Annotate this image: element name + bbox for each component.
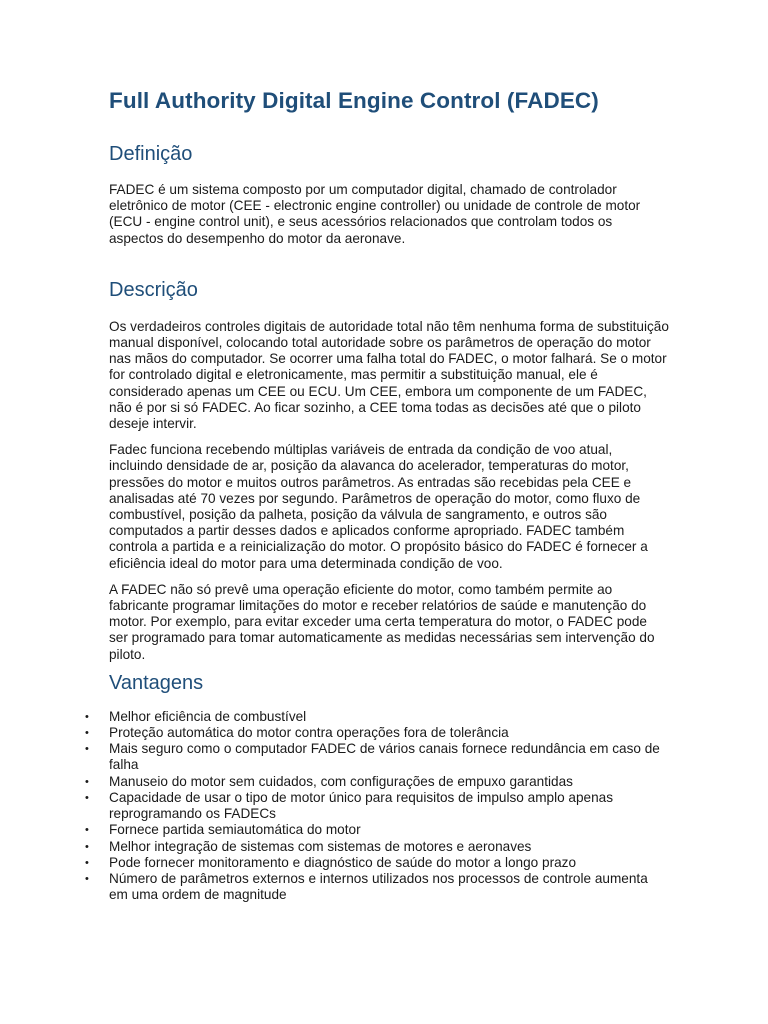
list-item: [85, 773, 669, 790]
list-item: [85, 789, 669, 822]
bullet-icon: •: [85, 856, 89, 869]
bullet-icon: •: [85, 824, 89, 837]
list-item: [85, 870, 669, 903]
bullet-icon: •: [85, 791, 89, 804]
list-item-text: Melhor eficiência de combustível: [109, 708, 307, 724]
list-item: [85, 822, 669, 838]
list-item-text: Capacidade de usar o tipo de motor único para requisitos de impulso amplo apenas reprogramando os FADECs: [109, 789, 614, 822]
document-page: [85, 84, 669, 903]
bullet-icon: •: [85, 727, 89, 740]
advantages-list: [85, 708, 669, 903]
description-paragraph-1: Os verdadeiros controles digitais de autoridade total não têm nenhuma forma de substituição manual disponível, colocando total autoridade sobre os parâmetros de operação do motor nas mãos do computador. Se ocorrer uma falha total do FADEC, o motor falhará. Se o motor for controlado digital e eletronicamente, mas permitir a substituição manual, ele é considerado apenas um CEE ou ECU. Um CEE, embora um componente de um FADEC, não é por si só FADEC. Ao ficar sozinho, a CEE toma todas as decisões até que o piloto deseje intervir.: [109, 318, 669, 432]
bullet-icon: •: [85, 710, 89, 723]
list-item: [85, 725, 669, 741]
document-title: Full Authority Digital Engine Control (FADEC): [109, 88, 599, 113]
list-item-text: Melhor integração de sistemas com sistemas de motores e aeronaves: [109, 838, 532, 854]
list-item: [85, 838, 669, 855]
list-item: [85, 708, 669, 725]
bullet-icon: •: [85, 840, 89, 853]
description-paragraph-2: Fadec funciona recebendo múltiplas variáveis de entrada da condição de voo atual, incluindo densidade de ar, posição da alavanca do acelerador, temperaturas do motor, pressões do motor e muitos outros parâmetros. As entradas são recebidas pela CEE e analisadas até 70 vezes por segundo. Parâmetros de operação do motor, como fluxo de combustível, posição da palheta, posição da válvula de sangramento, e outros são computados a partir desses dados e aplicados conforme apropriado. FADEC também controla a partida e a reinicialização do motor. O propósito básico do FADEC é fornecer a eficiência ideal do motor para uma determinada condição de voo.: [109, 442, 648, 571]
description-paragraph-3: A FADEC não só prevê uma operação eficiente do motor, como também permite ao fabricante programar limitações do motor e receber relatórios de saúde e manutenção do motor. Por exemplo, para evitar exceder uma certa temperatura do motor, o FADEC pode ser programado para tomar automaticamente as medidas necessárias sem intervenção do piloto.: [109, 581, 655, 662]
bullet-icon: •: [85, 743, 89, 756]
list-item-text: Pode fornecer monitoramento e diagnóstico de saúde do motor a longo prazo: [109, 854, 577, 870]
list-item-text: Proteção automática do motor contra operações fora de tolerância: [109, 725, 509, 741]
definition-paragraph: FADEC é um sistema composto por um computador digital, chamado de controlador eletrônico de motor (CEE - electronic engine controller) ou unidade de controle de motor (ECU - engine control unit), e seus acessórios relacionados que controlam todos os aspectos do desempenho do motor da aeronave.: [109, 182, 641, 246]
list-item: [85, 741, 669, 773]
section-heading-advantages: Vantagens: [109, 671, 204, 694]
list-item-text: Número de parâmetros externos e internos utilizados nos processos de controle aumenta em uma ordem de magnitude: [109, 870, 648, 903]
bullet-icon: •: [85, 775, 89, 788]
list-item-text: Mais seguro como o computador FADEC de vários canais fornece redundância em caso de falha: [109, 741, 660, 773]
bullet-icon: •: [85, 872, 89, 885]
section-heading-definition: Definição: [109, 143, 193, 165]
list-item: [85, 854, 669, 871]
list-item-text: Manuseio do motor sem cuidados, com configurações de empuxo garantidas: [109, 773, 573, 789]
section-heading-description: Descrição: [109, 278, 198, 301]
list-item-text: Fornece partida semiautomática do motor: [109, 822, 361, 838]
